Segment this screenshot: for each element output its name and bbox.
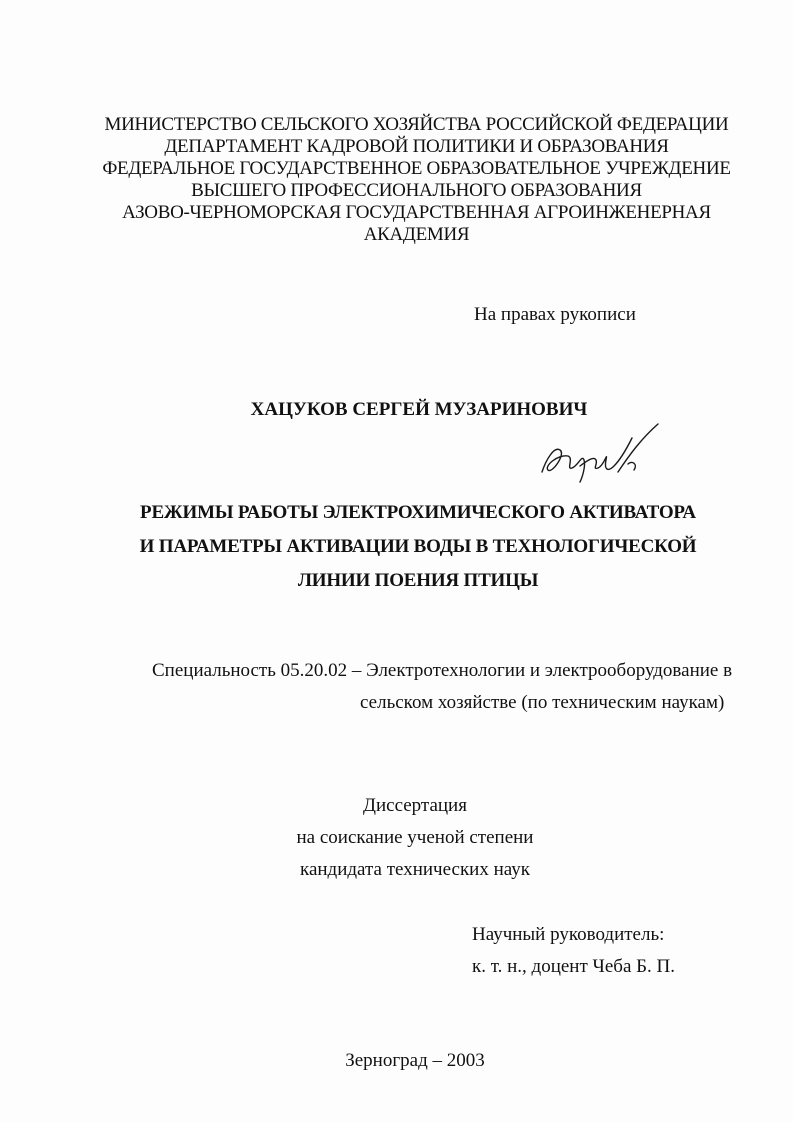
specialty-line-2: сельском хозяйстве (по техническим наукам) — [360, 692, 725, 713]
author-name: ХАЦУКОВ СЕРГЕЙ МУЗАРИНОВИЧ — [250, 399, 588, 420]
header-line: АКАДЕМИЯ — [363, 224, 470, 245]
title-line: РЕЖИМЫ РАБОТЫ ЭЛЕКТРОХИМИЧЕСКОГО АКТИВАТОРА — [140, 502, 696, 523]
supervisor-name: к. т. н., доцент Чеба Б. П. — [472, 956, 676, 977]
title-line: ЛИНИИ ПОЕНИЯ ПТИЦЫ — [297, 570, 539, 591]
header-line: ВЫСШЕГО ПРОФЕССИОНАЛЬНОГО ОБРАЗОВАНИЯ — [191, 180, 642, 201]
supervisor-label: Научный руководитель: — [472, 924, 665, 945]
dissertation-line: кандидата технических наук — [300, 859, 530, 880]
dissertation-title — [60, 496, 776, 598]
header-line: АЗОВО-ЧЕРНОМОРСКАЯ ГОСУДАРСТВЕННАЯ АГРОИНЖЕНЕРНАЯ — [122, 202, 711, 223]
rights-note: На правах рукописи — [474, 304, 636, 325]
handwritten-signature — [536, 420, 666, 490]
title-line: И ПАРАМЕТРЫ АКТИВАЦИИ ВОДЫ В ТЕХНОЛОГИЧЕСКОЙ — [139, 536, 697, 557]
institution-header — [60, 114, 773, 246]
specialty-line-1: Специальность 05.20.02 – Электротехнологии и электрооборудование в — [152, 660, 733, 681]
dissertation-line: на соискание ученой степени — [296, 827, 534, 848]
city-year: Зерноград – 2003 — [345, 1050, 485, 1071]
supervisor-block — [472, 919, 675, 983]
dissertation-line: Диссертация — [363, 795, 467, 816]
header-line: МИНИСТЕРСТВО СЕЛЬСКОГО ХОЗЯЙСТВА РОССИЙСКОЙ ФЕДЕРАЦИИ — [104, 114, 729, 135]
header-line: ФЕДЕРАЛЬНОЕ ГОСУДАРСТВЕННОЕ ОБРАЗОВАТЕЛЬНОЕ УЧРЕЖДЕНИЕ — [102, 158, 731, 179]
dissertation-block — [0, 790, 793, 886]
header-line: ДЕПАРТАМЕНТ КАДРОВОЙ ПОЛИТИКИ И ОБРАЗОВАНИЯ — [164, 136, 669, 157]
